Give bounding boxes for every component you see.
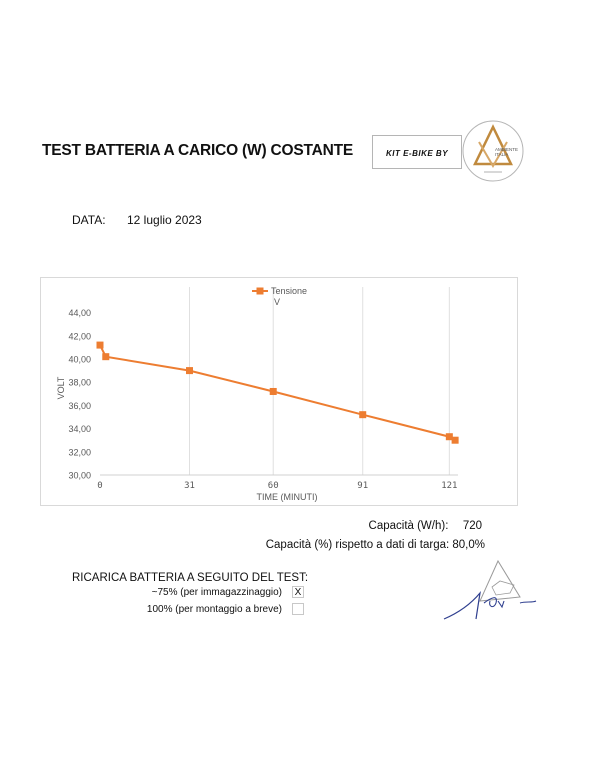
y-tick-label: 40,00 [68,354,91,365]
y-tick-label: 30,00 [68,470,91,481]
data-point [452,437,459,444]
series-line [100,345,455,440]
y-tick-label: 44,00 [68,308,91,319]
data-point [186,367,193,374]
recharge-option-100: 100% (per montaggio a breve) [146,604,282,615]
voltage-chart [40,277,518,506]
svg-text:AMBIENTE: AMBIENTE [495,147,519,152]
legend-label-unit: V [274,297,281,307]
capacity-wh-label: Capacità (W/h): [368,520,449,532]
y-tick-label: 34,00 [68,424,91,435]
capacity-pct [266,539,485,551]
data-point [97,342,104,349]
y-tick-label: 42,00 [68,331,91,342]
signature-icon [440,557,540,625]
y-tick-label: 38,00 [68,377,91,388]
document-title: TEST BATTERIA A CARICO (W) COSTANTE [42,142,354,159]
y-tick-label: 32,00 [68,447,91,458]
data-point [102,353,109,360]
date-label: DATA: [72,213,106,227]
capacity-wh [369,520,482,532]
legend-marker [257,288,264,295]
date-value: 12 luglio 2023 [127,213,202,227]
recharge-checkbox-75[interactable]: X [292,586,304,598]
y-axis-title: VOLT [56,376,66,400]
x-tick-label: 91 [357,481,369,491]
x-axis-title: TIME (MINUTI) [256,492,318,502]
data-point [359,411,366,418]
x-tick-label: 0 [97,481,103,491]
recharge-checkbox-100[interactable] [292,603,304,615]
recharge-title: RICARICA BATTERIA A SEGUITO DEL TEST: [72,572,309,584]
x-tick-label: 60 [267,481,279,491]
logo-text: KIT E-BIKE BY [385,149,449,158]
kit-ebike-logo [372,135,462,169]
x-tick-label: 121 [441,481,458,491]
y-tick-label: 36,00 [68,400,91,411]
x-tick-label: 31 [184,481,195,491]
legend-label: Tensione [271,286,308,296]
capacity-pct-label: Capacità (%) rispetto a dati di targa: [265,539,450,551]
brand-emblem-icon [462,120,524,182]
recharge-option-75: ~75% (per immagazzinaggio) [151,587,282,598]
svg-text:ITALIA: ITALIA [495,152,509,157]
capacity-pct-value: 80,0% [452,539,485,551]
capacity-wh-value: 720 [462,520,482,532]
data-point [270,388,277,395]
